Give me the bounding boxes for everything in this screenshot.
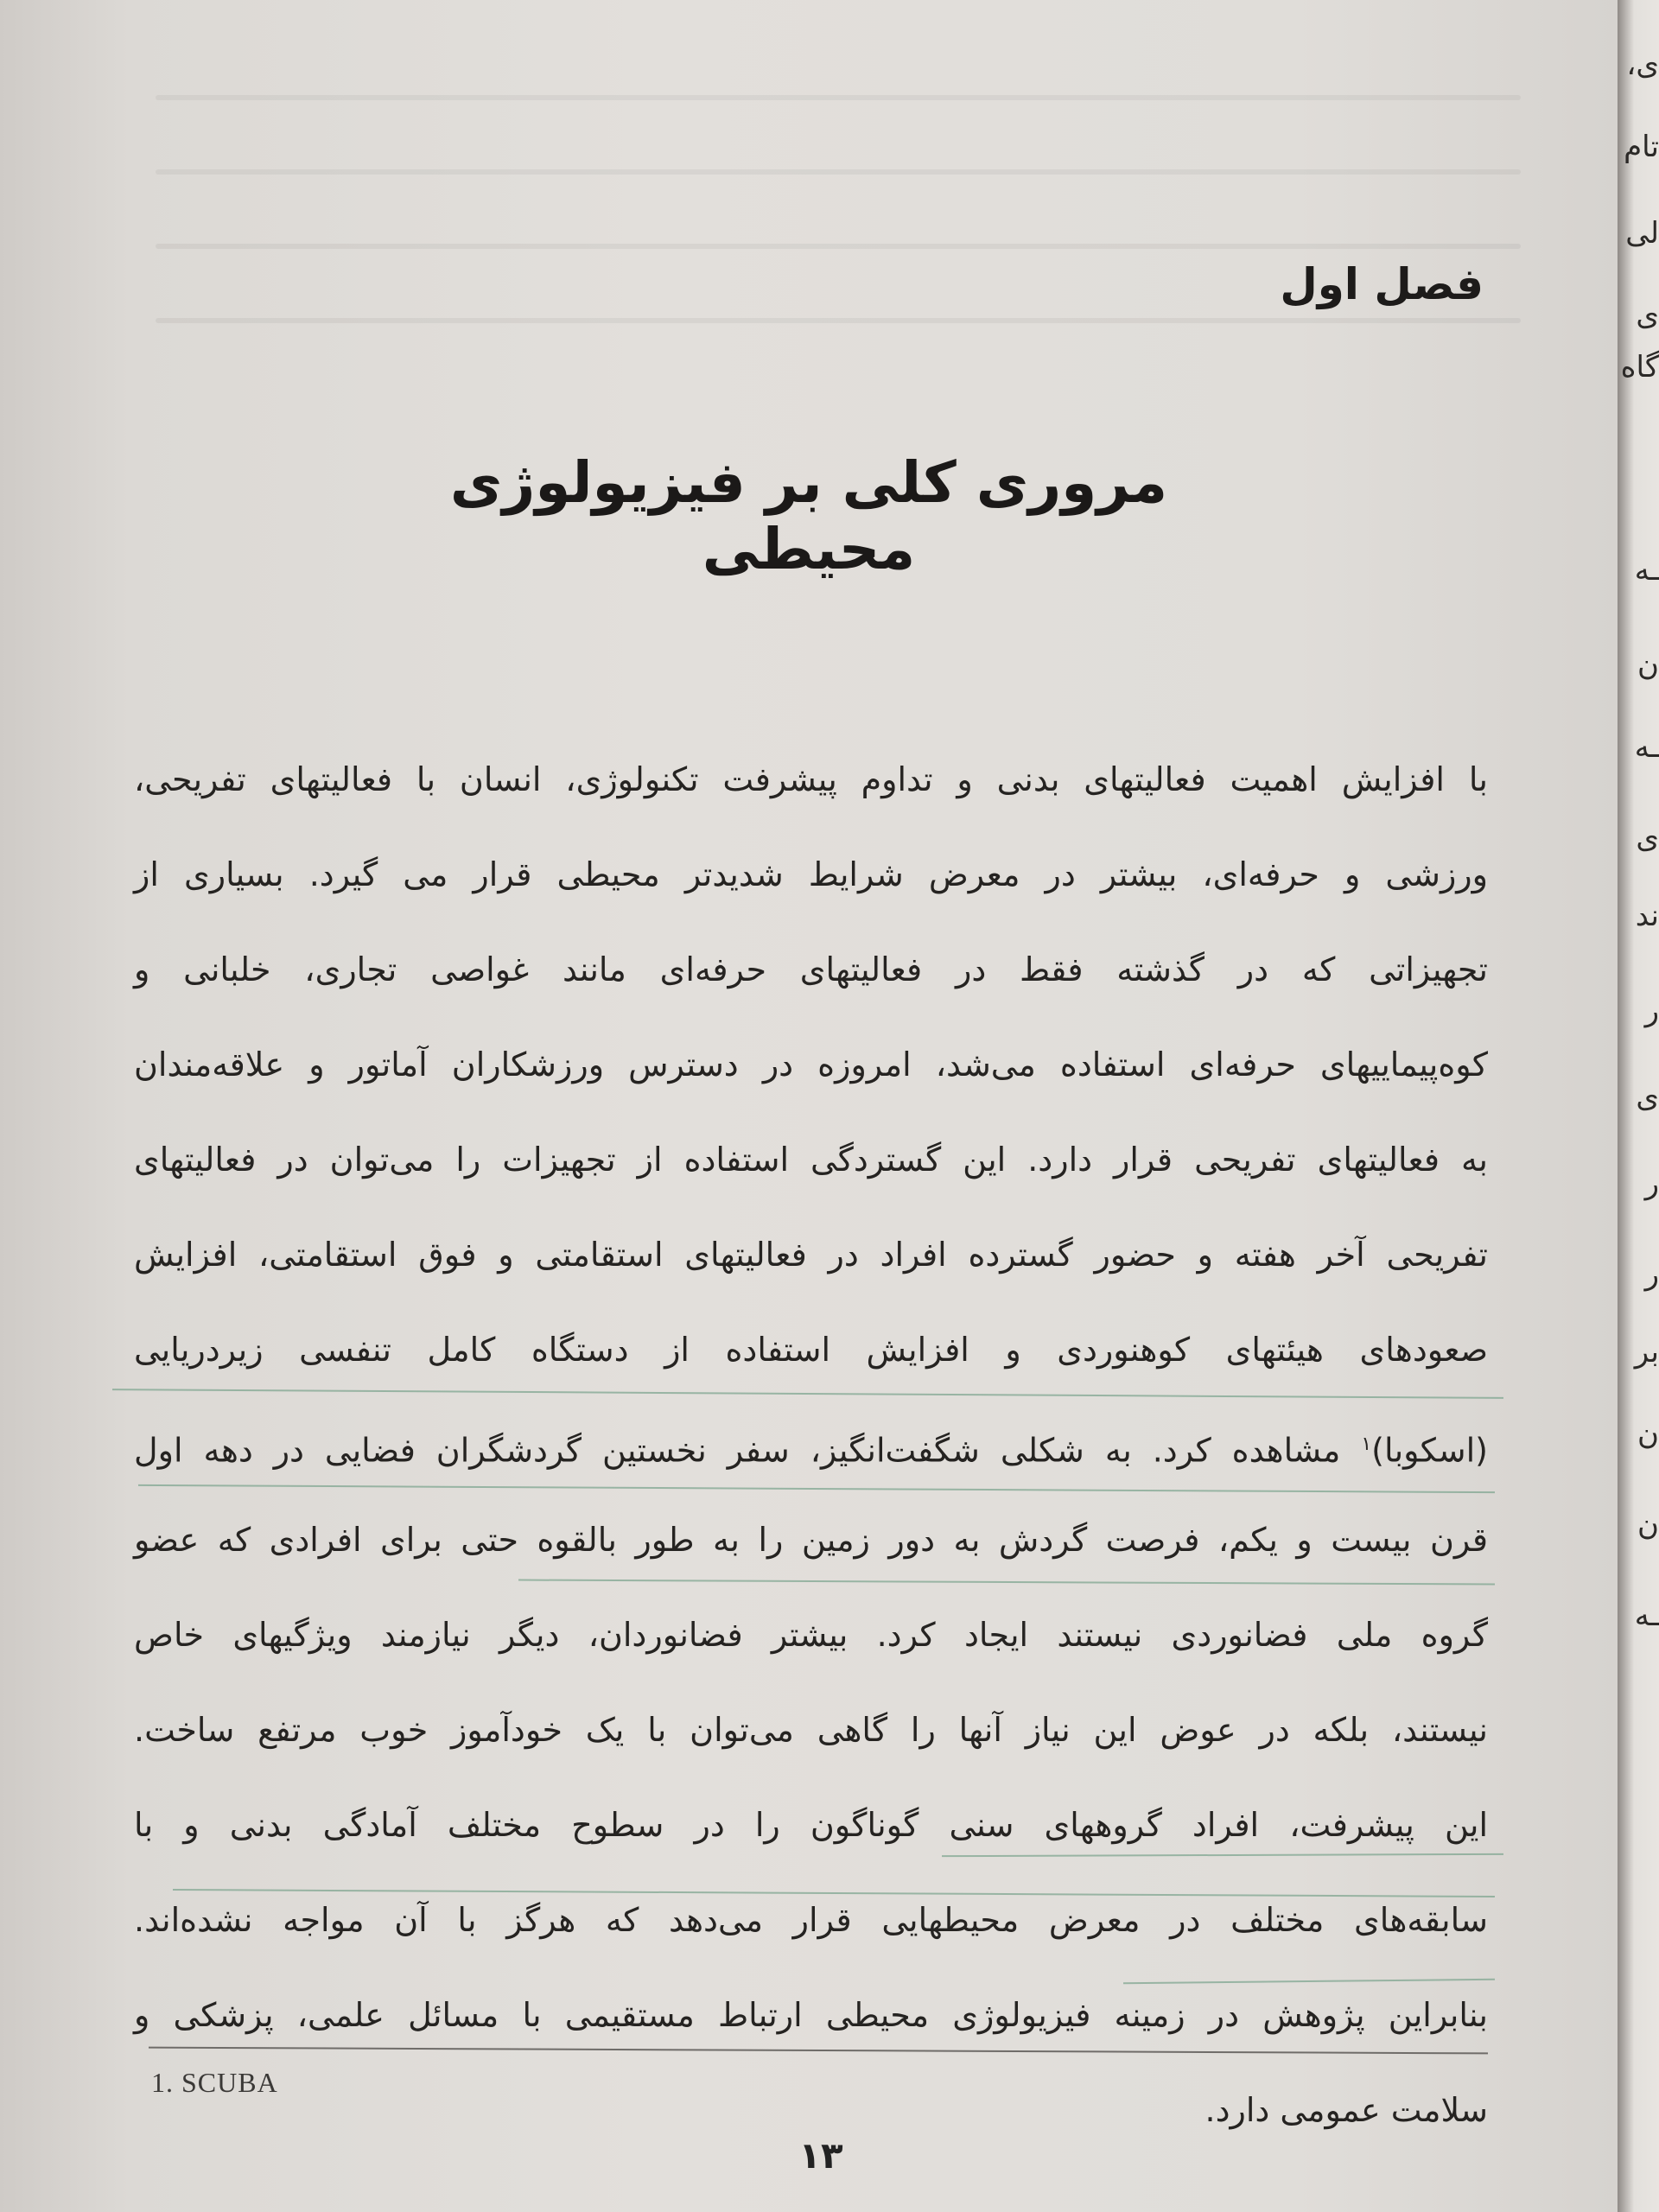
- footnote: 1. SCUBA: [151, 2067, 278, 2098]
- edge-fragment: ی: [1636, 821, 1659, 855]
- body-line-14: بنابراین پژوهش در زمینه فیزیولوژی محیطی ارتباط مستقیمی با مسائل علمی، پزشکی و: [134, 1996, 1488, 2034]
- body-line-15: سلامت عمومی دارد.: [1205, 2091, 1488, 2129]
- body-line-5: به فعالیتهای تفریحی قرار دارد. این گستردگی استفاده از تجهیزات را می‌توان در فعالیتهای: [134, 1141, 1488, 1179]
- edge-fragment: گاه: [1620, 350, 1659, 385]
- edge-fragment: ر: [1644, 1257, 1659, 1292]
- body-line-12: این پیشرفت، افراد گروههای سنی گوناگون را در سطوح مختلف آمادگی بدنی و با: [134, 1806, 1488, 1844]
- edge-fragment: ن: [1637, 1508, 1659, 1542]
- body-line-3: تجهیزاتی که در گذشته فقط در فعالیتهای حرفه‌ای مانند غواصی تجاری، خلبانی و: [134, 950, 1488, 988]
- body-line-7: صعودهای هیئتهای کوهنوردی و افزایش استفاده از دستگاه کامل تنفسی زیردریایی: [134, 1331, 1488, 1369]
- body-line-1: با افزایش اهمیت فعالیتهای بدنی و تداوم پیشرفت تکنولوژی، انسان با فعالیتهای تفریحی،: [134, 760, 1488, 798]
- edge-fragment: ن: [1637, 1417, 1659, 1452]
- body-line-6: تفریحی آخر هفته و حضور گسترده افراد در فعالیتهای استقامتی و فوق استقامتی، افزایش: [134, 1236, 1488, 1274]
- page-number: ۱۳: [798, 2134, 843, 2177]
- edge-fragment: ی،: [1626, 48, 1659, 82]
- body-line-9: قرن بیست و یکم، فرصت گردش به دور زمین را به طور بالقوه حتی برای افرادی که عضو: [134, 1521, 1488, 1559]
- edge-fragment: ر: [1644, 1166, 1659, 1201]
- body-line-4: کوه‌پیماییهای حرفه‌ای استفاده می‌شد، امروزه در دسترس ورزشکاران آماتور و علاقه‌مندان: [134, 1046, 1488, 1084]
- edge-fragment: بر: [1634, 1335, 1659, 1370]
- adjacent-page-edge: [1618, 0, 1659, 2212]
- edge-fragment: ند: [1635, 899, 1659, 933]
- chapter-title: مروری کلی بر فیزیولوژی محیطی: [449, 449, 1168, 582]
- body-line-13: سابقه‌های مختلف در معرض محیطهایی قرار می‌دهد که هرگز با آن مواجه نشده‌اند.: [134, 1901, 1488, 1939]
- edge-fragment: تام: [1624, 130, 1659, 164]
- edge-fragment: ـه: [1634, 1599, 1659, 1633]
- body-line-10: گروه ملی فضانوردی نیستند ایجاد کرد. بیشتر فضانوردان، دیگر نیازمند ویژگیهای خاص: [134, 1616, 1488, 1654]
- show-through-text: [156, 95, 1521, 406]
- edge-fragment: ن: [1637, 648, 1659, 683]
- edge-fragment: ی: [1636, 298, 1659, 333]
- body-line-8-rest: مشاهده کرد. به شکلی شگفت‌انگیز، سفر نخستین گردشگران فضایی در دهه اول: [134, 1431, 1362, 1470]
- edge-fragment: لی: [1625, 216, 1659, 251]
- scuba-term: (اسکوبا): [1371, 1431, 1488, 1470]
- chapter-label: فصل اول: [1280, 259, 1484, 309]
- edge-fragment: ی: [1636, 1080, 1659, 1115]
- body-paragraph: [134, 739, 1488, 2164]
- edge-fragment: ر: [1644, 994, 1659, 1028]
- footnote-marker: ۱: [1361, 1433, 1372, 1455]
- edge-fragment: ـه: [1634, 553, 1659, 588]
- body-line-11: نیستند، بلکه در عوض این نیاز آنها را گاهی می‌توان با یک خودآموز خوب مرتفع ساخت.: [134, 1711, 1488, 1749]
- body-line-2: ورزشی و حرفه‌ای، بیشتر در معرض شرایط شدیدتر محیطی قرار می گیرد. بسیاری از: [134, 855, 1488, 893]
- edge-fragment: ـه: [1634, 730, 1659, 765]
